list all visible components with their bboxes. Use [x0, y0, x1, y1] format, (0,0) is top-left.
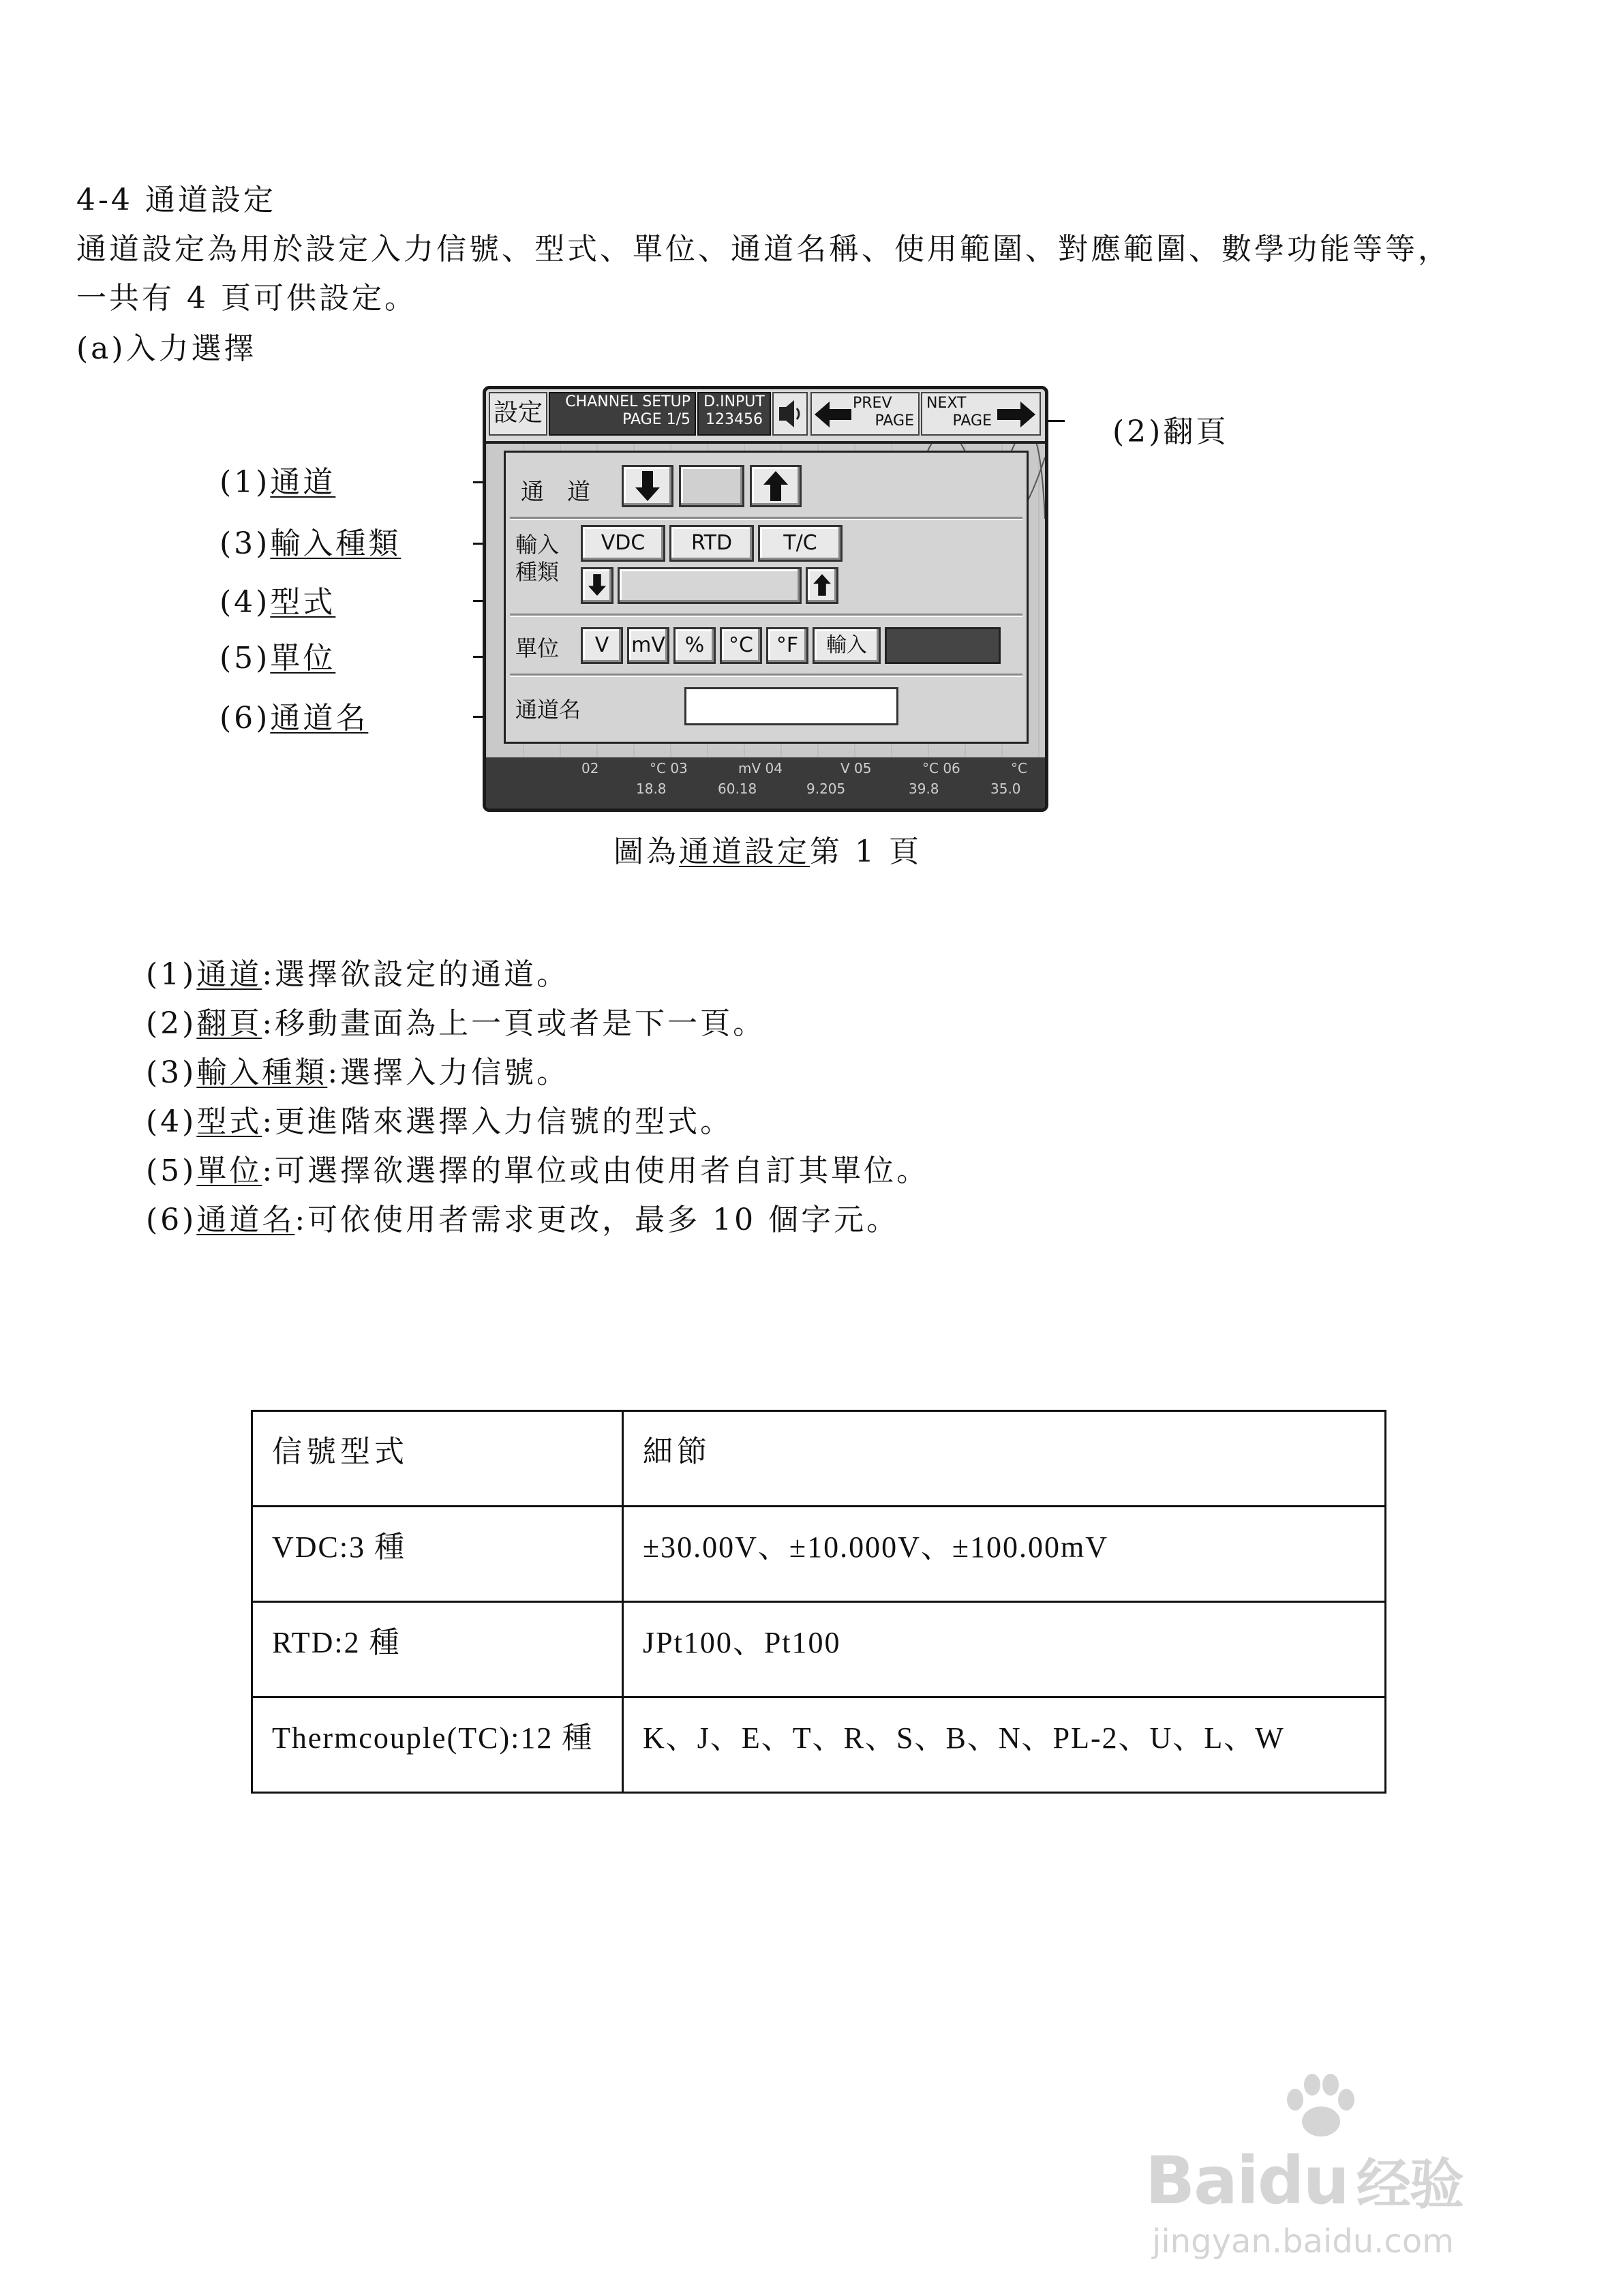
callout-line	[1047, 420, 1065, 422]
arrow-up-icon	[813, 572, 831, 598]
unit-fahrenheit[interactable]: °F	[766, 627, 808, 664]
table-header-cell: 信號型式	[252, 1411, 623, 1507]
unit-custom-button[interactable]: 輸入	[813, 627, 881, 664]
description-item: (4)型式:更進階來選擇入力信號的型式。	[146, 1104, 733, 1139]
table-row	[252, 1697, 1386, 1793]
table-cell: RTD:2 種	[252, 1602, 623, 1697]
table-cell: JPt100、Pt100	[623, 1602, 1386, 1697]
callout-unit: (5)單位	[219, 641, 336, 676]
divider	[510, 614, 1022, 617]
divider	[510, 674, 1022, 677]
callout-channel-name: (6)通道名	[219, 701, 369, 736]
channel-name-label: 通道名	[515, 697, 581, 723]
table-header-row	[252, 1411, 1386, 1507]
custom-unit-field[interactable]	[885, 627, 1001, 664]
table-row	[252, 1602, 1386, 1697]
subsection-title: (a)入力選擇	[76, 331, 257, 366]
callout-input-type: (3)輸入種類	[219, 526, 401, 561]
channel-up-button[interactable]	[750, 465, 802, 507]
callout-format: (4)型式	[219, 585, 336, 620]
speaker-icon[interactable]	[772, 392, 808, 436]
unit-celsius[interactable]: °C	[720, 627, 762, 664]
device-screen	[483, 386, 1048, 812]
unit-mv[interactable]: mV	[627, 627, 669, 664]
readout-value-05: 9.205	[806, 781, 846, 797]
table-row	[252, 1507, 1386, 1602]
readout-unit-04: mV 04	[738, 760, 783, 776]
arrow-right-icon	[997, 402, 1035, 427]
arrow-up-icon	[763, 471, 788, 501]
table-cell: K、J、E、T、R、S、B、N、PL-2、U、L、W	[623, 1697, 1386, 1793]
readout-unit-07: °C	[1011, 760, 1027, 776]
description-item: (3)輸入種類:選擇入力信號。	[146, 1055, 570, 1090]
divider	[510, 517, 1022, 520]
readout-value-03: 18.8	[636, 781, 667, 797]
channel-value[interactable]	[679, 465, 744, 507]
baidu-watermark	[1145, 2072, 1527, 2277]
input-type-tc[interactable]: T/C	[758, 525, 843, 562]
dinput-indicator: D.INPUT 123456	[697, 392, 771, 436]
channel-setup-title: CHANNEL SETUP PAGE 1/5	[549, 392, 696, 436]
channel-label: 通 道	[521, 479, 590, 506]
table-header-cell: 細節	[623, 1411, 1386, 1507]
unit-label: 單位	[515, 635, 560, 661]
settings-tab[interactable]: 設定	[489, 392, 547, 436]
input-type-label-2: 種類	[515, 559, 560, 585]
callout-page-flip: (2)翻頁	[1112, 414, 1229, 449]
unit-percent[interactable]: %	[673, 627, 716, 664]
readout-value-06: 39.8	[909, 781, 939, 797]
readout-unit-06: °C 06	[922, 760, 960, 776]
table-cell: ±30.00V、±10.000V、±100.00mV	[623, 1507, 1386, 1602]
figure-caption: 圖為通道設定第 1 頁	[613, 834, 922, 869]
description-item: (5)單位:可選擇欲選擇的單位或由使用者自訂其單位。	[146, 1153, 930, 1188]
input-type-vdc[interactable]: VDC	[581, 525, 665, 562]
unit-v[interactable]: V	[581, 627, 623, 664]
channel-down-button[interactable]	[622, 465, 673, 507]
readout-unit-05: V 05	[840, 760, 872, 776]
input-type-label-1: 輸入	[515, 532, 560, 558]
type-down-button[interactable]	[581, 567, 613, 604]
intro-line-2: 一共有 4 頁可供設定。	[76, 281, 417, 316]
description-item: (1)通道:選擇欲設定的通道。	[146, 957, 570, 992]
channel-name-input[interactable]	[684, 687, 898, 725]
callout-channel: (1)通道	[219, 465, 336, 500]
table-cell: Thermcouple(TC):12 種	[252, 1697, 623, 1793]
bottom-readout-bar	[486, 757, 1045, 812]
arrow-down-icon	[635, 471, 660, 501]
readout-unit-03: °C 03	[650, 760, 688, 776]
signal-type-table	[251, 1410, 1386, 1794]
arrow-down-icon	[588, 572, 606, 598]
type-value[interactable]	[618, 567, 802, 604]
type-up-button[interactable]	[806, 567, 838, 604]
arrow-left-icon	[815, 402, 851, 427]
paw-icon	[1281, 2072, 1356, 2141]
table-cell: VDC:3 種	[252, 1507, 623, 1602]
input-type-rtd[interactable]: RTD	[669, 525, 754, 562]
description-item: (6)通道名:可依使用者需求更改，最多 10 個字元。	[146, 1203, 900, 1237]
watermark-brand: Baidu 经验	[1145, 2143, 1463, 2219]
readout-ch02: 02	[581, 760, 599, 776]
top-bar	[486, 389, 1045, 444]
intro-line-1: 通道設定為用於設定入力信號、型式、單位、通道名稱、使用範圍、對應範圍、數學功能等等，	[76, 232, 1451, 267]
channel-setup-dialog	[504, 451, 1029, 744]
readout-value-07: 35.0	[990, 781, 1021, 797]
section-title: 4-4 通道設定	[76, 183, 276, 217]
description-item: (2)翻頁:移動畫面為上一頁或者是下一頁。	[146, 1006, 766, 1041]
readout-value-04: 60.18	[718, 781, 757, 797]
watermark-url: jingyan.baidu.com	[1152, 2222, 1454, 2261]
prev-page-button[interactable]: PREV PAGE	[810, 392, 920, 436]
next-page-button[interactable]: NEXT PAGE	[921, 392, 1041, 436]
